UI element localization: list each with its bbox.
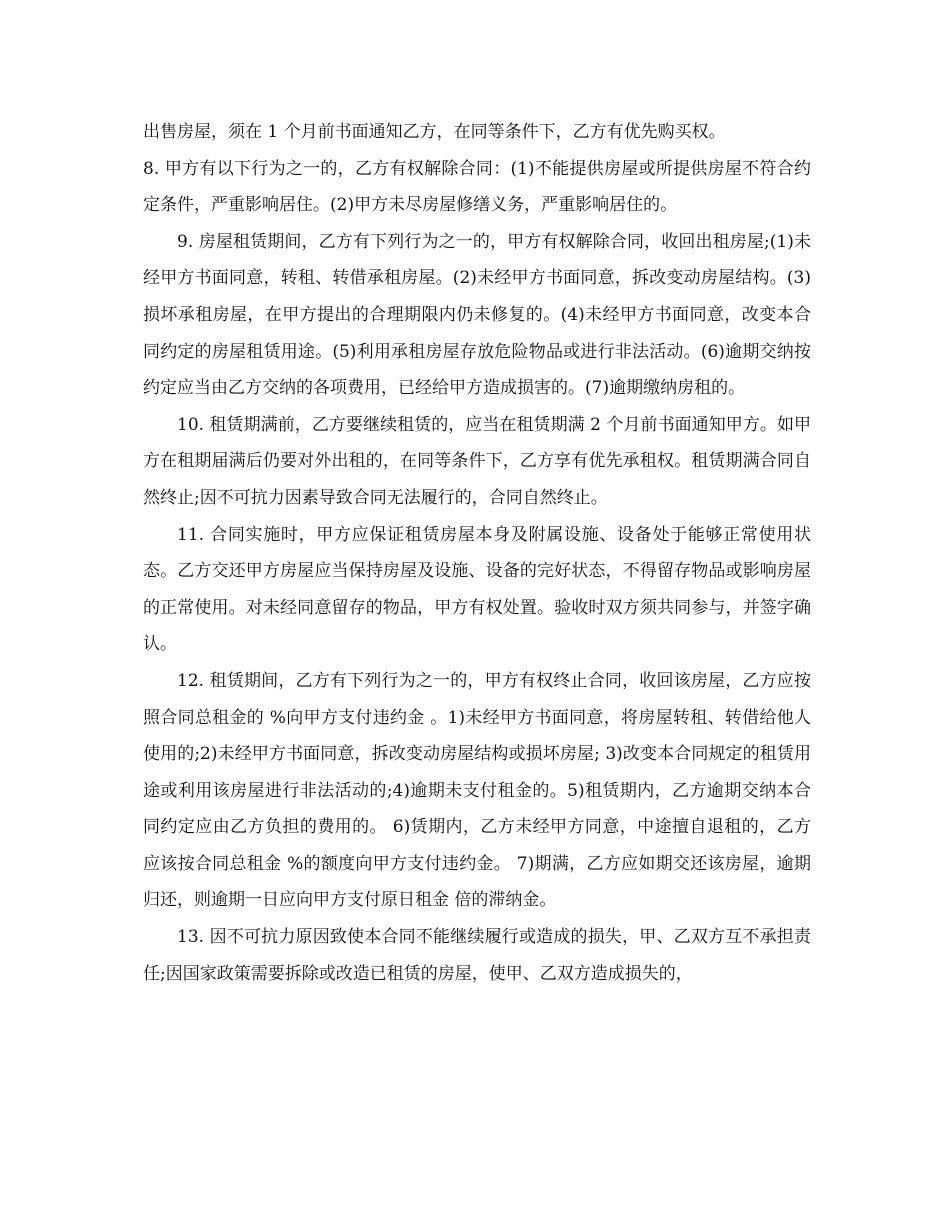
paragraph-clause-12: 12. 租赁期间，乙方有下列行为之一的，甲方有权终止合同，收回该房屋，乙方应按照合同总租金的 %向甲方支付违约金 。1)未经甲方书面同意，将房屋转租、转借给他人使用的;2)未经甲方书面同意，拆改变动房屋结构或损坏房屋; 3)改变本合同规定的租赁用途或利用该房屋进行非法活动的;4)逾期未支付租金的。5)租赁期内，乙方逾期交纳本合同约定应由乙方负担的费用的。 6)赁期内，乙方未经甲方同意，中途擅自退租的，乙方应该按合同总租金 %的额度向甲方支付违约金。 7)期满，乙方应如期交还该房屋，逾期归还，则逾期一日应向甲方支付原日租金 倍的滞纳金。 — [143, 670, 811, 911]
paragraph-clause-13: 13. 因不可抗力原因致使本合同不能继续履行或造成的损失，甲、乙双方互不承担责任;因国家政策需要拆除或改造已租赁的房屋，使甲、乙双方造成损失的， — [143, 927, 811, 984]
paragraph-clause-8: 8. 甲方有以下行为之一的，乙方有权解除合同：(1)不能提供房屋或所提供房屋不符合约定条件，严重影响居住。(2)甲方未尽房屋修缮义务，严重影响居住的。 — [143, 158, 811, 216]
paragraph-purchase-priority: 出售房屋，须在 1 个月前书面通知乙方，在同等条件下，乙方有优先购买权。 — [143, 122, 726, 142]
paragraph-clause-10: 10. 租赁期满前，乙方要继续租赁的，应当在租赁期满 2 个月前书面通知甲方。如甲方在租期届满后仍要对外出租的，在同等条件下，乙方享有优先承租权。租赁期满合同自然终止;因不可抗力因素导致合同无法履行的，合同自然终止。 — [143, 414, 811, 508]
paragraph-clause-9: 9. 房屋租赁期间，乙方有下列行为之一的，甲方有权解除合同，收回出租房屋;(1)未经甲方书面同意，转租、转借承租房屋。(2)未经甲方书面同意，拆改变动房屋结构。(3)损坏承租房屋，在甲方提出的合理期限内仍未修复的。(4)未经甲方书面同意，改变本合同约定的房屋租赁用途。(5)利用承租房屋存放危险物品或进行非法活动。(6)逾期交纳按约定应当由乙方交纳的各项费用，已经给甲方造成损害的。(7)逾期缴纳房租的。 — [143, 231, 811, 399]
contract-body — [143, 114, 811, 992]
paragraph-clause-11: 11. 合同实施时，甲方应保证租赁房屋本身及附属设施、设备处于能够正常使用状态。乙方交还甲方房屋应当保持房屋及设施、设备的完好状态，不得留存物品或影响房屋的正常使用。对未经同意留存的物品，甲方有权处置。验收时双方须共同参与，并签字确认。 — [143, 524, 811, 655]
